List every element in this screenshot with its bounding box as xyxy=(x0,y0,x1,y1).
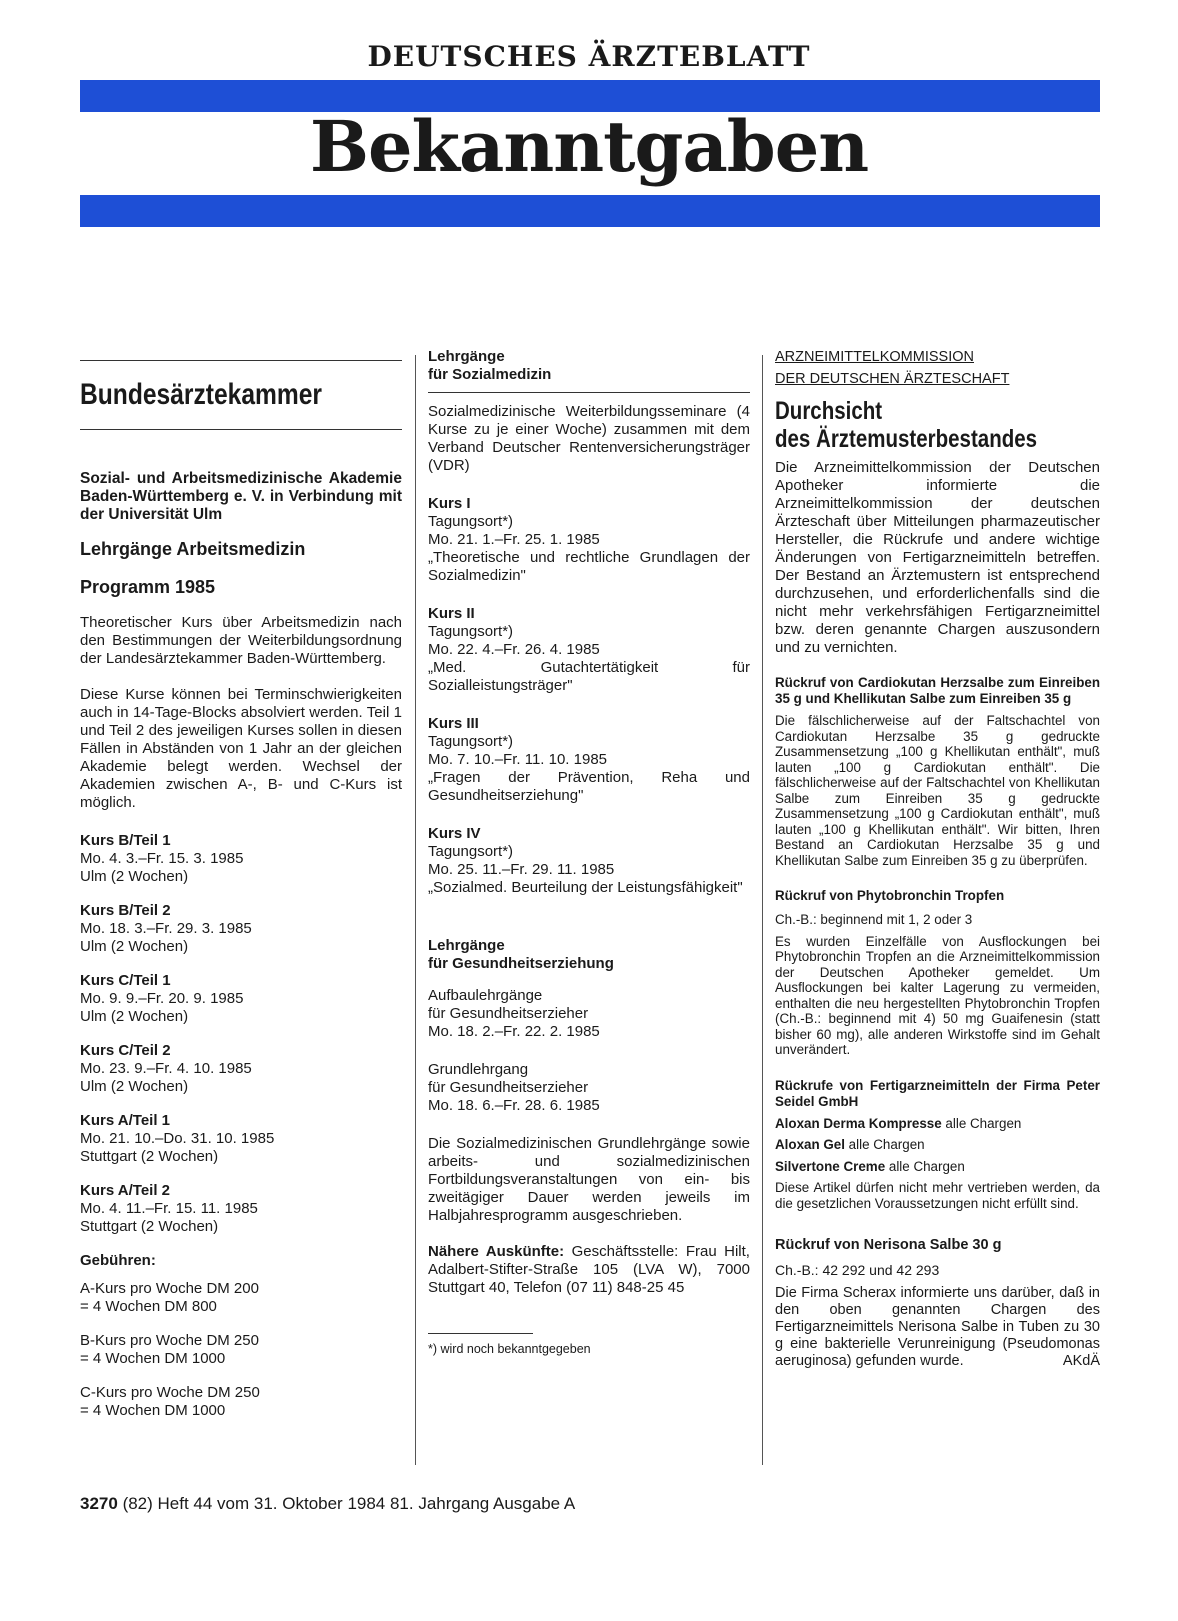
product-line xyxy=(775,1116,1100,1132)
course-place: Ulm (2 Wochen) xyxy=(80,1078,189,1095)
header-band-bottom xyxy=(80,195,1100,227)
course-date: Mo. 21. 10.–Do. 31. 10. 1985 xyxy=(80,1130,275,1147)
course-place: Tagungsort*) xyxy=(428,513,514,530)
recall-heading: Rückruf von Cardiokutan Herzsalbe zum Einreiben 35 g und Khellikutan Salbe zum Einreiben 35 g xyxy=(775,675,1100,706)
course-entry xyxy=(428,495,750,585)
course-name: Kurs IV xyxy=(428,825,481,842)
course-name: Kurs A/Teil 2 xyxy=(80,1182,171,1199)
product-line xyxy=(775,1159,1100,1175)
course-date: Mo. 22. 4.–Fr. 26. 4. 1985 xyxy=(428,641,600,658)
course-name: Kurs C/Teil 1 xyxy=(80,972,171,989)
org-heading: Bundesärztekammer xyxy=(80,378,323,411)
fee-line: = 4 Wochen DM 1000 xyxy=(80,1402,226,1419)
course-name: Kurs III xyxy=(428,715,479,732)
course-name: Kurs B/Teil 1 xyxy=(80,832,171,849)
fees-heading: Gebühren: xyxy=(80,1252,156,1269)
training-line: für Gesundheitserzieher xyxy=(428,1079,589,1096)
recall-text: Die fälschlicherweise auf der Faltschachtel von Cardiokutan Herzsalbe 35 g gedruckte Zusammensetzung „100 g Khellikutan enthält", muß lauten „100 g Cardiokutan enthält". Die fälschlicherweise auf der Faltschachtel von Khellikutan Salbe zum Einreiben 35 g gedruckte Zusammensetzung „100 g Cardiokutan enthält", muß lauten „100 g Khellikutan enthält". Wir bitten, Ihren Bestand an Cardiokutan Herzsalbe 35 g und Khellikutan Salbe zum Einreiben 35 g zu überprüfen. xyxy=(775,713,1100,868)
recall-heading: Rückruf von Nerisona Salbe 30 g xyxy=(775,1237,1002,1253)
training-line: Aufbaulehrgänge xyxy=(428,987,543,1004)
fee-line: B-Kurs pro Woche DM 250 xyxy=(80,1332,259,1349)
course-entry xyxy=(428,715,750,805)
product-batch: alle Chargen xyxy=(844,1137,925,1152)
section-title: Bekanntgaben xyxy=(309,105,869,188)
contact-label: Nähere Auskünfte: xyxy=(428,1243,565,1260)
course-entry xyxy=(80,902,402,956)
training-entry xyxy=(428,1061,750,1115)
column-divider xyxy=(762,355,763,1465)
fee-entry xyxy=(80,1384,402,1420)
course-place: Ulm (2 Wochen) xyxy=(80,868,189,885)
course-name: Kurs C/Teil 2 xyxy=(80,1042,171,1059)
commission-line: ARZNEIMITTELKOMMISSION xyxy=(775,349,974,365)
course-place: Ulm (2 Wochen) xyxy=(80,938,189,955)
academy-heading: Sozial- und Arbeitsmedizinische Akademie Baden-Württemberg e. V. in Verbindung mit der Universität Ulm xyxy=(80,470,402,523)
course-date: Mo. 4. 3.–Fr. 15. 3. 1985 xyxy=(80,850,244,867)
recall-heading: Rückrufe von Fertigarzneimitteln der Firma Peter Seidel GmbH xyxy=(775,1077,1100,1109)
course-entry xyxy=(428,825,750,897)
product-name: Silvertone Creme xyxy=(775,1158,886,1174)
divider xyxy=(428,392,750,393)
article-title xyxy=(775,397,1100,453)
course-entry xyxy=(80,1112,402,1166)
column-right xyxy=(775,348,1100,1369)
course-date: Mo. 7. 10.–Fr. 11. 10. 1985 xyxy=(428,751,608,768)
course-date: Mo. 18. 3.–Fr. 29. 3. 1985 xyxy=(80,920,252,937)
fee-line: A-Kurs pro Woche DM 200 xyxy=(80,1280,259,1297)
issue-info: (82) Heft 44 vom 31. Oktober 1984 81. Jahrgang Ausgabe A xyxy=(122,1494,576,1513)
fee-list xyxy=(80,1280,402,1420)
course-heading: Lehrgänge Arbeitsmedizin xyxy=(80,539,306,559)
signature: AKdÄ xyxy=(1062,1353,1100,1369)
column-middle xyxy=(428,348,750,1358)
fee-line: = 4 Wochen DM 1000 xyxy=(80,1350,226,1367)
recall-batch: Ch.-B.: 42 292 und 42 293 xyxy=(775,1262,940,1278)
column-divider xyxy=(415,355,416,1465)
footnote-rule xyxy=(428,1333,533,1334)
course-entry xyxy=(80,1042,402,1096)
course-topic: „Sozialmed. Beurteilung der Leistungsfähigkeit" xyxy=(428,879,743,896)
course-place: Tagungsort*) xyxy=(428,843,514,860)
fee-line: C-Kurs pro Woche DM 250 xyxy=(80,1384,260,1401)
page-number: 3270 xyxy=(80,1494,118,1513)
heading-line: Lehrgänge xyxy=(428,937,505,954)
course-entry xyxy=(80,972,402,1026)
course-place: Stuttgart (2 Wochen) xyxy=(80,1218,219,1235)
course-place: Tagungsort*) xyxy=(428,623,514,640)
heading-line: Lehrgänge xyxy=(428,348,505,365)
contact-paragraph xyxy=(428,1243,750,1297)
product-name: Aloxan Gel xyxy=(775,1137,845,1152)
page-footer xyxy=(80,1494,575,1514)
course-date: Mo. 4. 11.–Fr. 15. 11. 1985 xyxy=(80,1200,258,1217)
training-line: für Gesundheitserzieher xyxy=(428,1005,589,1022)
product-name: Aloxan Derma Kompresse xyxy=(775,1115,942,1131)
course-entry xyxy=(80,832,402,886)
course-place: Ulm (2 Wochen) xyxy=(80,1008,189,1025)
recall-text: Die Firma Scherax informierte uns darüber, daß in den oben genannten Chargen des Fertigarzneimittels Nerisona Salbe in Tuben zu 30 g eine bakterielle Verunreinigung (Pseudomonas aeruginosa) gefunden wurde. xyxy=(775,1285,1100,1369)
recall-text: Es wurden Einzelfälle von Ausflockungen bei Phytobronchin Tropfen an die Arzneimittelkommission der Deutschen Apotheker gemeldet. Um Ausflockungen bei kalter Lagerung zu vermeiden, enthalten die neu hergestellten Phytobronchin Tropfen (Ch.-B.: beginnend mit 4) 50 mg Guaifenesin (statt bisher 60 mg), alle anderen Wirkstoffe sind im Gehalt unverändert. xyxy=(775,933,1100,1057)
fee-entry xyxy=(80,1280,402,1316)
course-name: Kurs I xyxy=(428,495,471,512)
title-line: Durchsicht xyxy=(775,397,883,425)
intro-paragraph: Theoretischer Kurs über Arbeitsmedizin nach den Bestimmungen der Weiterbildungsordnung der Landesärztekammer Baden-Württemberg. xyxy=(80,614,402,667)
course-date: Mo. 21. 1.–Fr. 25. 1. 1985 xyxy=(428,531,600,548)
program-paragraph: Die Sozialmedizinischen Grundlehrgänge sowie arbeits- und sozialmedizinischen Fortbildungsveranstaltungen von ein- bis zweitägiger Dauer werden jeweils im Halbjahresprogramm ausgeschrieben. xyxy=(428,1135,750,1224)
program-heading: Programm 1985 xyxy=(80,577,216,597)
note-paragraph: Diese Kurse können bei Terminschwierigkeiten auch in 14-Tage-Blocks absolviert werden. Teil 1 und Teil 2 des jeweiligen Kurses sollen in diesen Fällen in Abständen von 1 Jahr an der gleichen Akademie belegt werden. Wechsel der Akademien zwischen A-, B- und C-Kurs ist möglich. xyxy=(80,686,402,811)
heading-line: für Sozialmedizin xyxy=(428,366,552,383)
course-entry xyxy=(428,605,750,695)
column-left xyxy=(80,360,402,1420)
course-date: Mo. 9. 9.–Fr. 20. 9. 1985 xyxy=(80,990,244,1007)
heading-line: für Gesundheitserziehung xyxy=(428,955,614,972)
course-topic: „Fragen der Prävention, Reha und Gesundheitserziehung" xyxy=(428,769,750,804)
course-entry xyxy=(80,1182,402,1236)
fee-entry xyxy=(80,1332,402,1368)
divider xyxy=(80,429,402,430)
product-batch: alle Chargen xyxy=(941,1115,1022,1131)
commission-name xyxy=(775,348,1100,389)
course-date: Mo. 25. 11.–Fr. 29. 11. 1985 xyxy=(428,861,615,878)
product-batch: alle Chargen xyxy=(885,1158,965,1174)
footnote: *) wird noch bekanntgegeben xyxy=(428,1342,591,1356)
course-name: Kurs B/Teil 2 xyxy=(80,902,171,919)
contact-text: Geschäftsstelle: Frau Hilt, Adalbert-Stifter-Straße 105 (LVA W), 7000 Stuttgart 40, Telefon (07 11) 848-25 45 xyxy=(428,1243,750,1296)
recall-heading: Rückruf von Phytobronchin Tropfen xyxy=(775,888,1005,903)
training-entry xyxy=(428,987,750,1041)
fee-line: = 4 Wochen DM 800 xyxy=(80,1298,217,1315)
intro-paragraph: Die Arzneimittelkommission der Deutschen Apotheker informierte die Arzneimittelkommission der deutschen Ärzteschaft über Mitteilungen pharmazeutischer Hersteller, die Rückrufe und andere wichtige Änderungen von Fertigarzneimitteln betreffen. Der Bestand an Ärztemustern ist entsprechend durchzusehen, und erforderlichenfalls sind die nicht mehr verkehrsfähigen Fertigarzneimittel bzw. deren genannte Chargen auszusondern und zu vernichten. xyxy=(775,459,1100,656)
recall-batch: Ch.-B.: beginnend mit 1, 2 oder 3 xyxy=(775,912,973,927)
course-place: Stuttgart (2 Wochen) xyxy=(80,1148,219,1165)
training-line: Mo. 18. 2.–Fr. 22. 2. 1985 xyxy=(428,1023,600,1040)
course-topic: „Theoretische und rechtliche Grundlagen der Sozialmedizin" xyxy=(428,549,750,584)
training-line: Mo. 18. 6.–Fr. 28. 6. 1985 xyxy=(428,1097,600,1114)
course-place: Tagungsort*) xyxy=(428,733,514,750)
recall-text: Diese Artikel dürfen nicht mehr vertrieben werden, da die gesetzlichen Voraussetzungen nicht erfüllt sind. xyxy=(775,1180,1100,1211)
course-date: Mo. 23. 9.–Fr. 4. 10. 1985 xyxy=(80,1060,252,1077)
training-line: Grundlehrgang xyxy=(428,1061,529,1078)
heading-gesundheitserziehung xyxy=(428,937,750,973)
intro-paragraph: Sozialmedizinische Weiterbildungsseminare (4 Kurse zu je einer Woche) zusammen mit dem Verband Deutscher Rentenversicherungsträger (VDR) xyxy=(428,403,750,474)
commission-line: DER DEUTSCHEN ÄRZTESCHAFT xyxy=(775,371,1010,387)
course-name: Kurs A/Teil 1 xyxy=(80,1112,171,1129)
course-topic: „Med. Gutachtertätigkeit für Sozialleistungsträger" xyxy=(428,659,750,694)
course-name: Kurs II xyxy=(428,605,475,622)
masthead: DEUTSCHES ÄRZTEBLATT xyxy=(367,40,811,73)
product-line xyxy=(775,1137,1100,1153)
heading-sozialmedizin xyxy=(428,348,750,384)
title-line: des Ärztemusterbestandes xyxy=(775,425,1038,453)
course-list xyxy=(80,832,402,1236)
